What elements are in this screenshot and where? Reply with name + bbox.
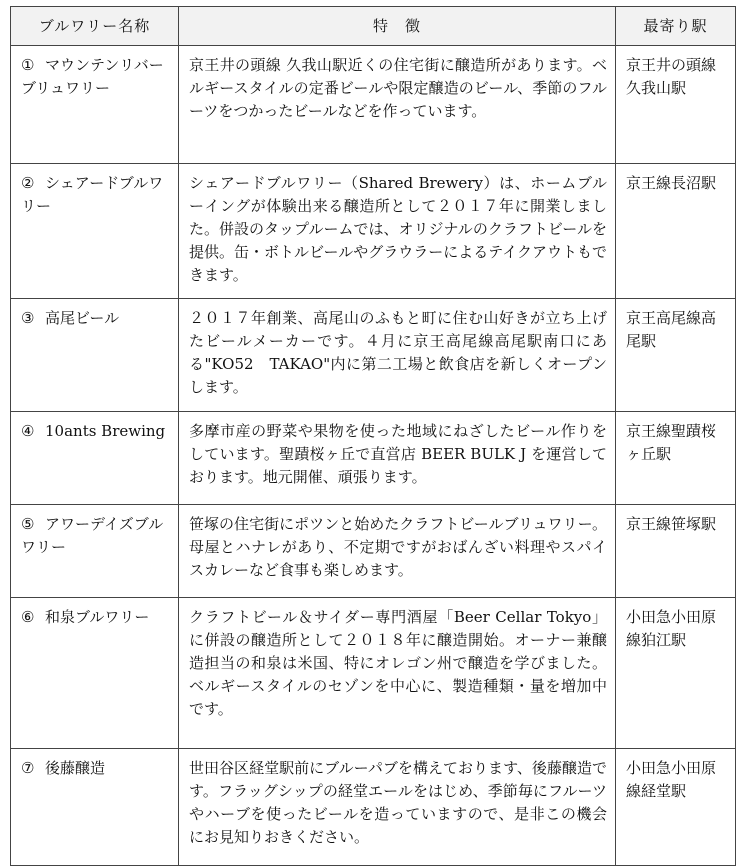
brewery-name: シェアードブルワリー <box>21 174 164 215</box>
brewery-name-cell <box>11 164 179 299</box>
station-cell: 京王高尾線高尾駅 <box>616 299 736 412</box>
station-cell: 小田急小田原線狛江駅 <box>616 598 736 749</box>
feature-cell: ２０１７年創業、高尾山のふもと町に住む山好きが立ち上げたビールメーカーです。４月に京王高尾線高尾駅南口にある"KO52 TAKAO"内に第二工場と飲食店を新しくオープンします。 <box>179 299 616 412</box>
brewery-name-cell <box>11 46 179 164</box>
station-cell: 京王線長沼駅 <box>616 164 736 299</box>
brewery-name: 後藤醸造 <box>45 759 106 777</box>
table-row <box>11 164 736 299</box>
brewery-name: アワーデイズブルワリー <box>21 515 164 556</box>
brewery-name-cell <box>11 299 179 412</box>
station-cell: 小田急小田原線経堂駅 <box>616 749 736 866</box>
feature-cell: クラフトビール＆サイダー専門酒屋「Beer Cellar Tokyo」に併設の醸造所として２０１８年に醸造開始。オーナー兼醸造担当の和泉は米国、特にオレゴン州で醸造を学びました。ベルギースタイルのセゾンを中心に、製造種類・量を増加中です。 <box>179 598 616 749</box>
brewery-name-cell <box>11 412 179 505</box>
row-number: ⑦ <box>21 759 35 777</box>
brewery-name-cell <box>11 505 179 598</box>
station-cell: 京王線笹塚駅 <box>616 505 736 598</box>
brewery-name: 10ants Brewing <box>45 422 166 440</box>
table-row <box>11 505 736 598</box>
header-station: 最寄り駅 <box>616 7 736 46</box>
feature-cell: 多摩市産の野菜や果物を使った地域にねざしたビール作りをしています。聖蹟桜ヶ丘で直営店 BEER BULK J を運営しております。地元開催、頑張ります。 <box>179 412 616 505</box>
feature-cell: 笹塚の住宅街にポツンと始めたクラフトビールブリュワリー。母屋とハナレがあり、不定期ですがおばんざい料理やスパイスカレーなど食事も楽しめます。 <box>179 505 616 598</box>
feature-cell: 世田谷区経堂駅前にブルーパブを構えております、後藤醸造です。フラッグシップの経堂エールをはじめ、季節毎にフルーツやハーブを使ったビールを造っていますので、是非この機会にお見知りおきください。 <box>179 749 616 866</box>
row-number: ① <box>21 56 35 74</box>
brewery-name-cell <box>11 598 179 749</box>
row-number: ⑥ <box>21 608 35 626</box>
brewery-table-frame <box>10 6 735 866</box>
feature-cell: 京王井の頭線 久我山駅近くの住宅街に醸造所があります。ベルギースタイルの定番ビールや限定醸造のビール、季節のフルーツをつかったビールなどを作っています。 <box>179 46 616 164</box>
row-number: ③ <box>21 309 35 327</box>
table-row <box>11 598 736 749</box>
row-number: ④ <box>21 422 35 440</box>
brewery-name: マウンテンリバーブリュワリー <box>21 56 164 97</box>
brewery-name-cell <box>11 749 179 866</box>
feature-cell: シェアードブルワリー（Shared Brewery）は、ホームブルーイングが体験出来る醸造所として２０１７年に開業しました。併設のタップルームでは、オリジナルのクラフトビールを提供。缶・ボトルビールやグラウラーによるテイクアウトもできます。 <box>179 164 616 299</box>
header-name: ブルワリー名称 <box>11 7 179 46</box>
brewery-table <box>10 6 736 866</box>
row-number: ② <box>21 174 35 192</box>
header-feature: 特 徴 <box>179 7 616 46</box>
brewery-name: 高尾ビール <box>45 309 120 327</box>
table-row <box>11 749 736 866</box>
header-row <box>11 7 736 46</box>
station-cell: 京王線聖蹟桜ヶ丘駅 <box>616 412 736 505</box>
table-row <box>11 299 736 412</box>
brewery-name: 和泉ブルワリー <box>45 608 150 626</box>
table-row <box>11 46 736 164</box>
table-row <box>11 412 736 505</box>
station-cell: 京王井の頭線久我山駅 <box>616 46 736 164</box>
row-number: ⑤ <box>21 515 35 533</box>
